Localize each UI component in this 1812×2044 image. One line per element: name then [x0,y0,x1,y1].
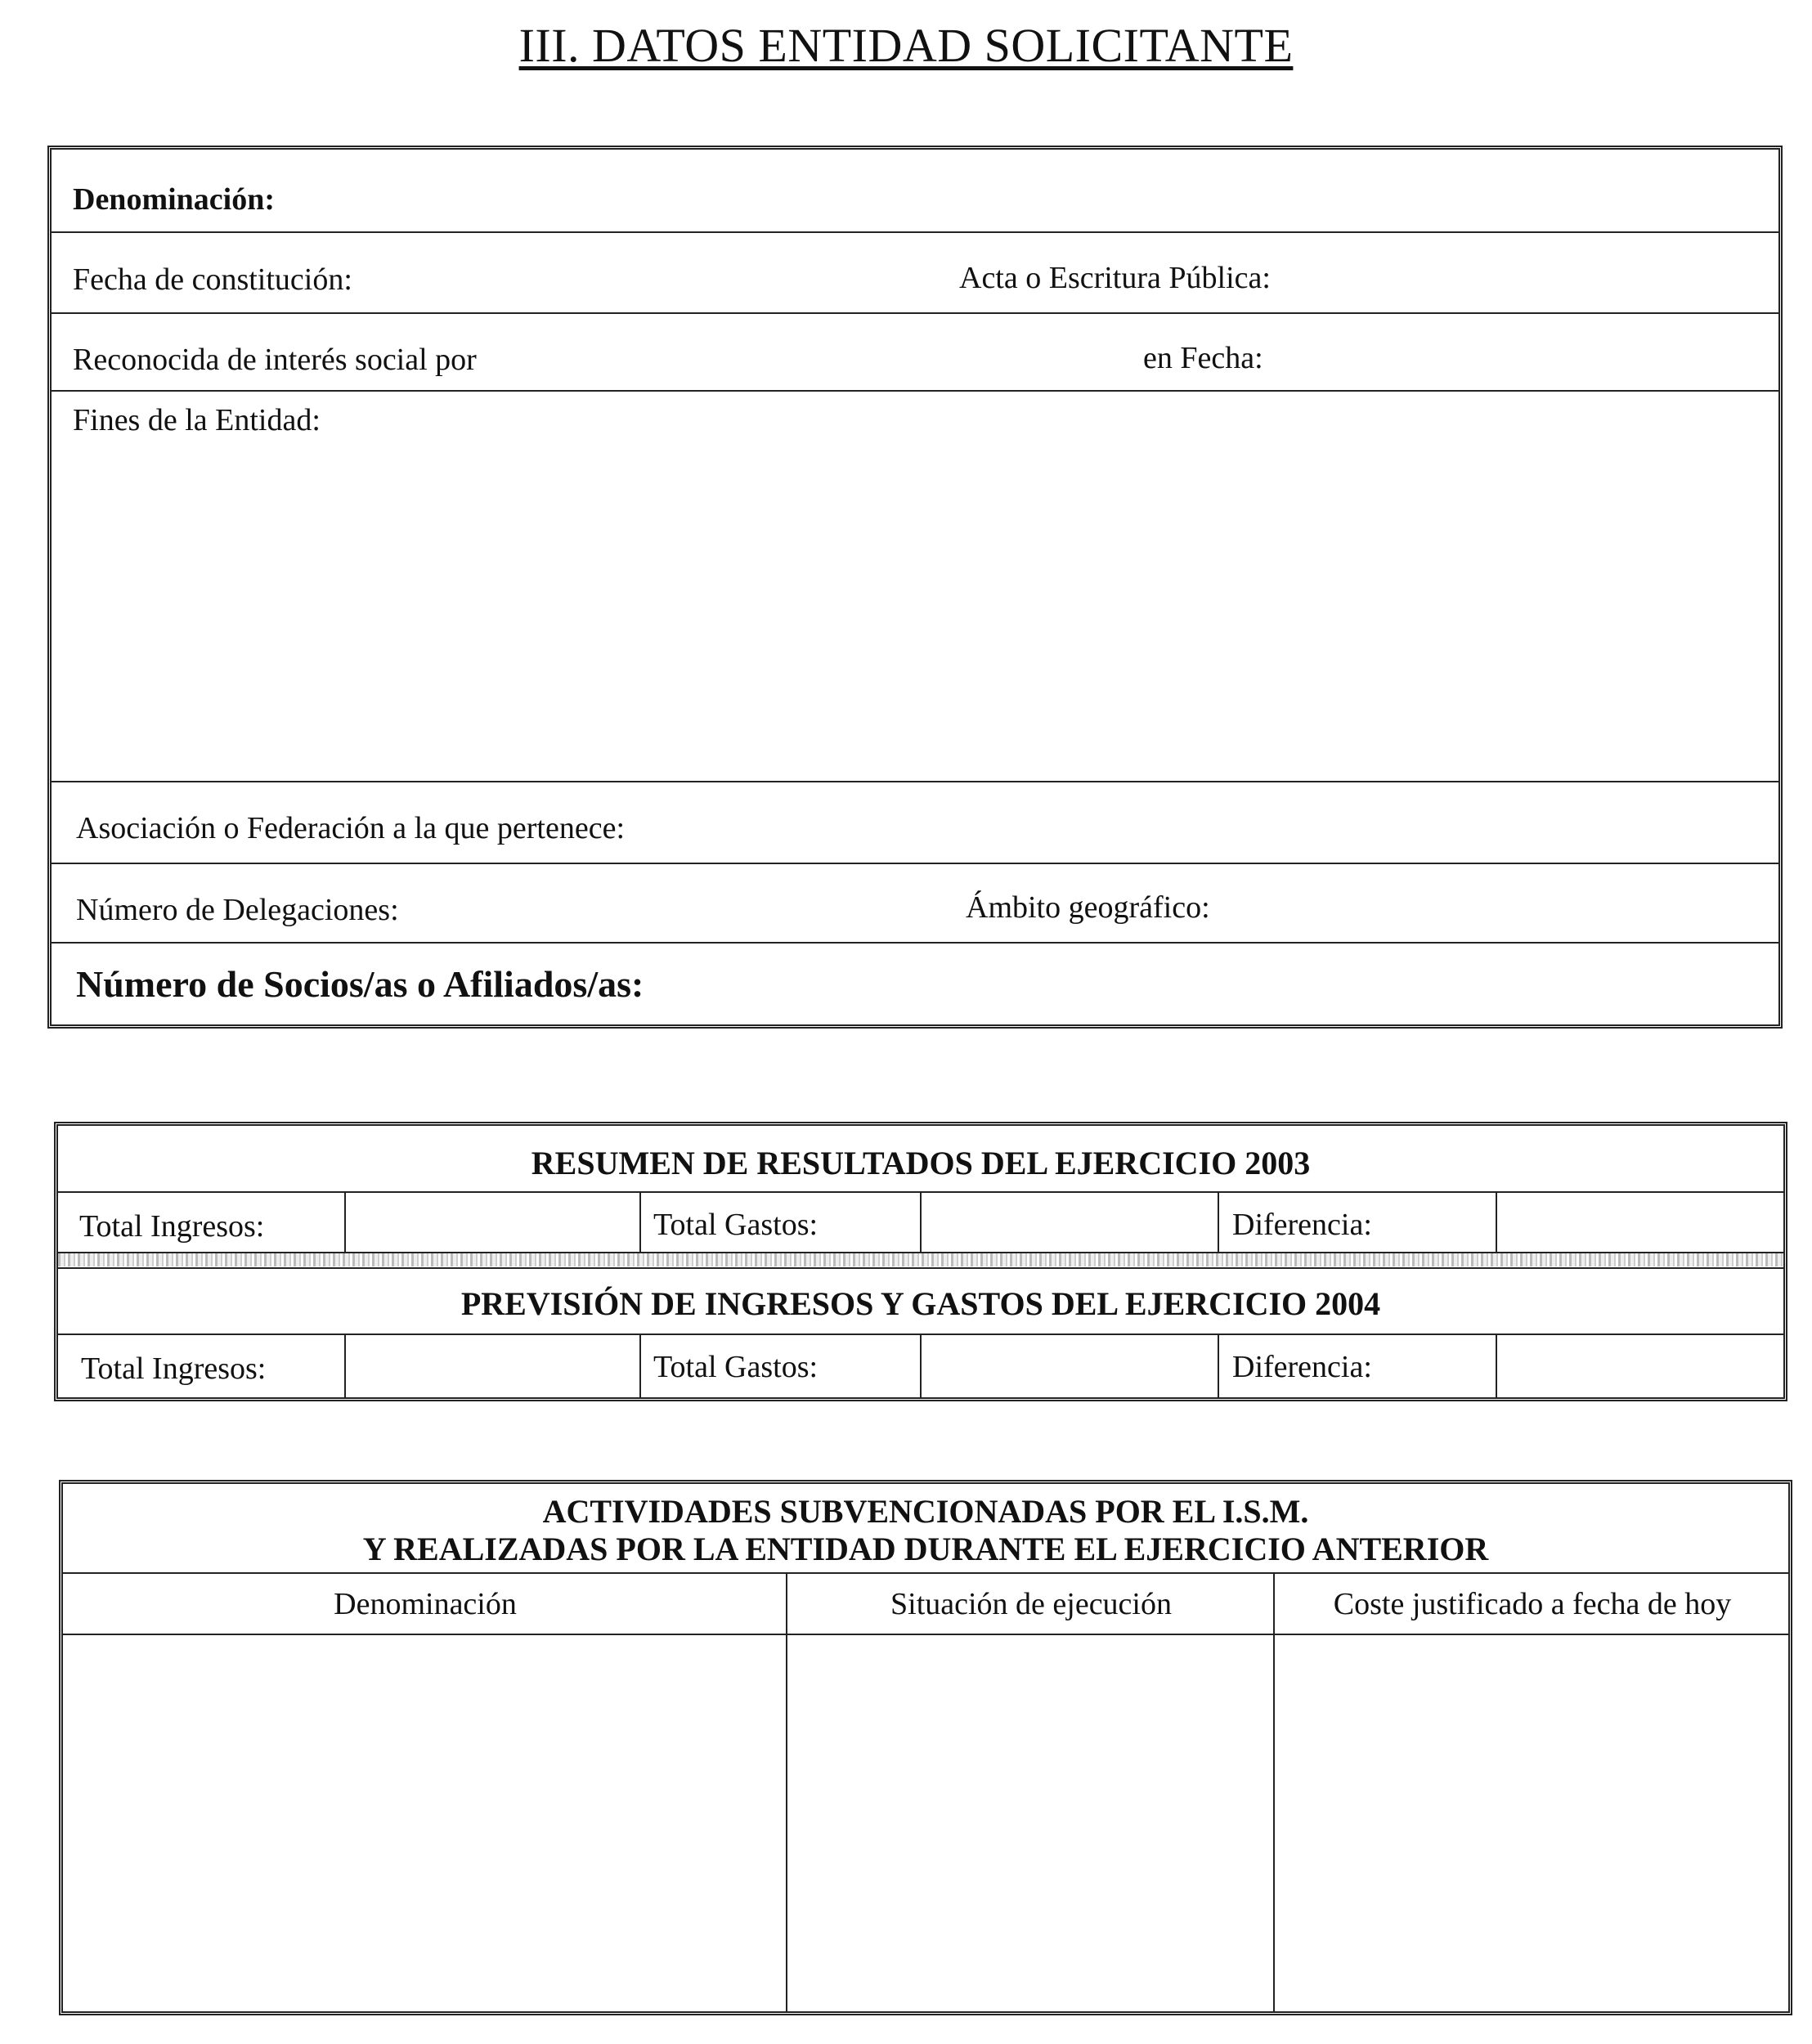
activities-box [59,1480,1792,2015]
gastos-2003-label: Total Gastos: [653,1208,819,1242]
column-divider [786,1572,787,2011]
row-divider [52,942,1778,944]
acta-label: Acta o Escritura Pública: [959,261,1271,295]
column-divider [1273,1572,1275,2011]
resumen-2003-title: RESUMEN DE RESULTADOS DEL EJERCICIO 2003 [531,1145,1311,1181]
gastos-2004-label: Total Gastos: [653,1350,819,1384]
row-divider [52,863,1778,864]
row-divider [52,390,1778,392]
actividades-title-line2: Y REALIZADAS POR LA ENTIDAD DURANTE EL EJERCICIO ANTERIOR [362,1531,1489,1567]
column-divider [344,1334,346,1397]
reconocida-label: Reconocida de interés social por [73,343,477,377]
ingresos-2004-label: Total Ingresos: [81,1351,267,1386]
delegaciones-label: Número de Delegaciones: [76,893,399,927]
socios-label: Número de Socios/as o Afiliados/as: [76,963,644,1005]
entity-data-box [47,146,1783,1029]
row-divider [52,231,1778,233]
column-divider [1218,1334,1219,1397]
row-divider [58,1267,1783,1269]
diferencia-2003-label: Diferencia: [1232,1208,1372,1242]
row-divider [52,312,1778,314]
column-divider [639,1334,641,1397]
column-divider [639,1191,641,1252]
row-divider [63,1572,1788,1574]
row-divider [63,1634,1788,1635]
denominacion-label: Denominación: [73,182,275,217]
column-header-situacion: Situación de ejecución [890,1587,1172,1621]
column-divider [344,1191,346,1252]
diferencia-2004-label: Diferencia: [1232,1350,1372,1384]
financial-summary-box [54,1122,1787,1401]
column-header-coste: Coste justificado a fecha de hoy [1333,1587,1732,1621]
column-divider [920,1334,922,1397]
actividades-title-line1: ACTIVIDADES SUBVENCIONADAS POR EL I.S.M. [542,1493,1309,1530]
row-divider [52,781,1778,782]
separator-band [58,1253,1783,1266]
column-divider [1218,1191,1219,1252]
fecha-constitucion-label: Fecha de constitución: [73,262,352,297]
ingresos-2003-label: Total Ingresos: [79,1209,265,1244]
column-divider [1496,1334,1497,1397]
prevision-2004-title: PREVISIÓN DE INGRESOS Y GASTOS DEL EJERCICIO 2004 [460,1285,1381,1322]
ambito-label: Ámbito geográfico: [966,890,1210,925]
page-title: III. DATOS ENTIDAD SOLICITANTE [518,19,1294,72]
column-header-denominacion: Denominación [334,1587,517,1621]
asociacion-label: Asociación o Federación a la que pertenece: [76,811,626,845]
fines-label: Fines de la Entidad: [73,403,321,437]
column-divider [920,1191,922,1252]
column-divider [1496,1191,1497,1252]
en-fecha-label: en Fecha: [1143,341,1263,375]
